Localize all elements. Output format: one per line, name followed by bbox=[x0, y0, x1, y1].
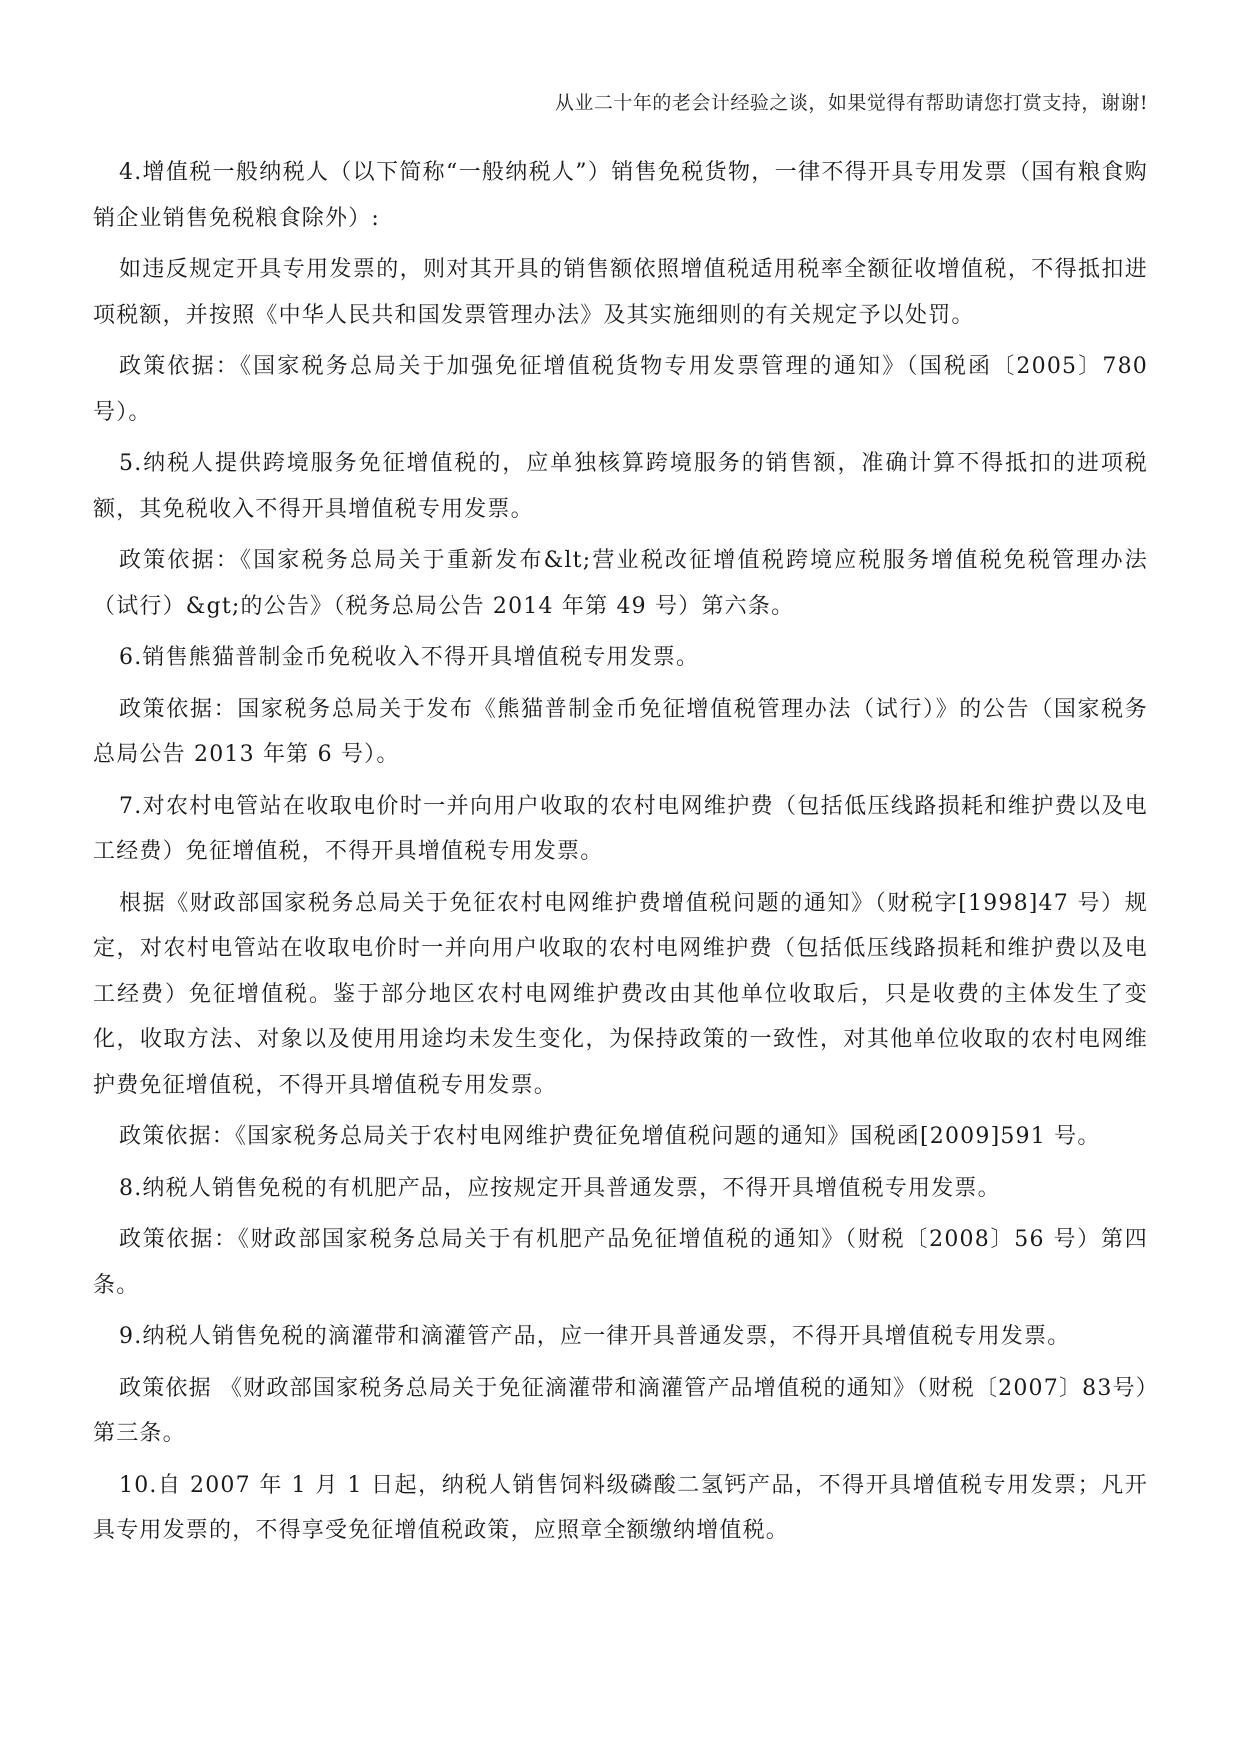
paragraph-policy-basis: 政策依据：《国家税务总局关于农村电网维护费征免增值税问题的通知》国税函[2009]591 号。 bbox=[119, 1124, 1101, 1149]
paragraph-policy-basis: 政策依据：《国家税务总局关于加强免征增值税货物专用发票管理的通知》（国税函〔2005〕780号）。 bbox=[93, 354, 1148, 425]
paragraph-item-5: 5.纳税人提供跨境服务免征增值税的，应单独核算跨境服务的销售额，准确计算不得抵扣的进项税额，其免税收入不得开具增值税专用发票。 bbox=[93, 451, 1148, 522]
paragraph-policy-basis: 政策依据：《国家税务总局关于重新发布&lt;营业税改征增值税跨境应税服务增值税免税管理办法（试行）&gt;的公告》（税务总局公告 2014 年第 49 号）第六条。 bbox=[93, 548, 1148, 619]
paragraph-item-8: 8.纳税人销售免税的有机肥产品，应按规定开具普通发票，不得开具增值税专用发票。 bbox=[119, 1175, 1001, 1201]
paragraph-according-to: 根据《财政部国家税务总局关于免征农村电网维护费增值税问题的通知》（财税字[1998]47 号）规定，对农村电管站在收取电价时一并向用户收取的农村电网维护费（包括低压线路损耗和维护费以及电工经费）免征增值税。鉴于部分地区农村电网维护费改由其他单位收取后，只是收费的主体发生了变化，收取方法、对象以及使用用途均未发生变化，为保持政策的一致性，对其他单位收取的农村电网维护费免征增值税，不得开具增值税专用发票。 bbox=[93, 890, 1148, 1098]
paragraph-policy-basis: 政策依据 《财政部国家税务总局关于免征滴灌带和滴灌管产品增值税的通知》（财税〔2007〕83号）第三条。 bbox=[93, 1375, 1148, 1446]
paragraph-policy-basis: 政策依据：国家税务总局关于发布《熊猫普制金币免征增值税管理办法（试行）》的公告（国家税务总局公告 2013 年第 6 号）。 bbox=[93, 696, 1148, 767]
paragraph-violation: 如违反规定开具专用发票的，则对其开具的销售额依照增值税适用税率全额征收增值税，不得抵扣进项税额，并按照《中华人民共和国发票管理办法》及其实施细则的有关规定予以处罚。 bbox=[93, 257, 1148, 328]
header-note: 从业二十年的老会计经验之谈，如果觉得有帮助请您打赏支持，谢谢! bbox=[554, 92, 1148, 114]
paragraph-item-4: 4.增值税一般纳税人（以下简称“一般纳税人”）销售免税货物，一律不得开具专用发票（国有粮食购销企业销售免税粮食除外）: bbox=[93, 160, 1148, 231]
paragraph-item-10: 10.自 2007 年 1 月 1 日起，纳税人销售饲料级磷酸二氢钙产品，不得开具增值税专用发票；凡开具专用发票的，不得享受免征增值税政策，应照章全额缴纳增值税。 bbox=[93, 1472, 1148, 1543]
paragraph-item-9: 9.纳税人销售免税的滴灌带和滴灌管产品，应一律开具普通发票，不得开具增值税专用发票。 bbox=[119, 1324, 1071, 1349]
paragraph-item-7: 7.对农村电管站在收取电价时一并向用户收取的农村电网维护费（包括低压线路损耗和维护费以及电工经费）免征增值税，不得开具增值税专用发票。 bbox=[93, 793, 1148, 864]
document-body bbox=[93, 150, 1148, 1560]
paragraph-item-6: 6.销售熊猫普制金币免税收入不得开具增值税专用发票。 bbox=[119, 645, 700, 670]
paragraph-policy-basis: 政策依据：《财政部国家税务总局关于有机肥产品免征增值税的通知》（财税〔2008〕56 号）第四条。 bbox=[93, 1227, 1148, 1298]
